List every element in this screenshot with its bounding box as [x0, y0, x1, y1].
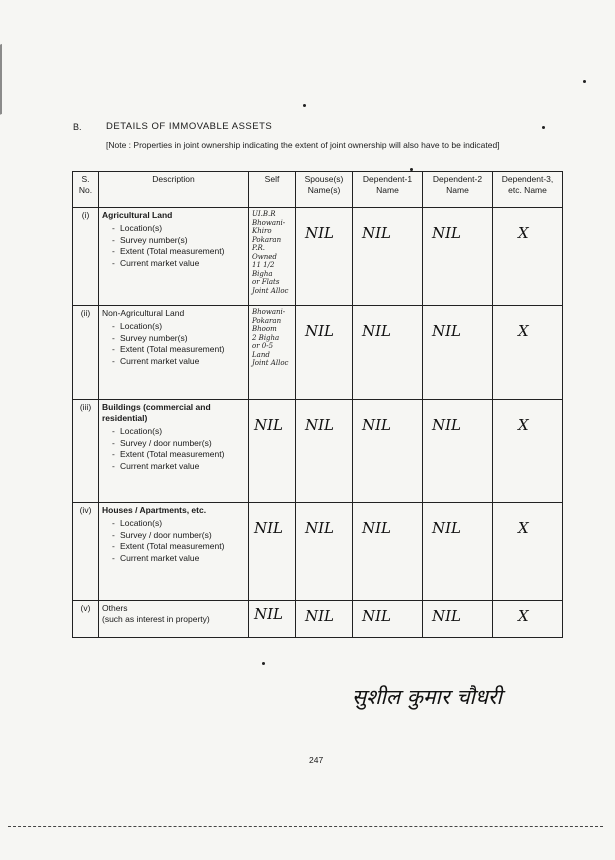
- dependent-1-cell: [353, 503, 423, 601]
- row-number: (ii): [73, 306, 99, 400]
- handwritten-note: Joint Alloc: [252, 286, 289, 295]
- handwritten-value: NIL: [432, 416, 462, 434]
- table-row: [73, 208, 563, 306]
- list-item: - Location(s): [112, 321, 245, 333]
- handwritten-note: or Flats: [252, 278, 280, 286]
- handwritten-note: or 0-5 Land: [252, 342, 274, 359]
- header-dependent-3: Dependent-3, etc. Name: [493, 172, 563, 208]
- dependent-1-cell: [353, 400, 423, 503]
- list-item: - Current market value: [112, 356, 245, 368]
- row-subtitle: (such as interest in property): [102, 614, 210, 624]
- section-note: [Note : Properties in joint ownership indicating the extent of joint ownership will also have to be indicated]: [106, 140, 500, 150]
- handwritten-value: NIL: [305, 519, 335, 537]
- table-row: [73, 503, 563, 601]
- self-cell: [249, 400, 296, 503]
- scan-speck: [542, 126, 545, 129]
- handwritten-value: NIL: [362, 519, 392, 537]
- handwritten-value: NIL: [362, 224, 392, 242]
- row-description: [99, 306, 249, 400]
- handwritten-note: Joint Alloc: [252, 359, 289, 367]
- list-item: - Survey / door number(s): [112, 530, 245, 542]
- handwritten-value: X: [518, 519, 529, 537]
- list-item: - Location(s): [112, 223, 245, 235]
- scan-speck: [583, 80, 586, 83]
- handwritten-value: NIL: [432, 607, 462, 625]
- list-item: - Extent (Total measurement): [112, 344, 245, 356]
- header-sno: S. No.: [73, 172, 99, 208]
- handwritten-value: NIL: [362, 416, 392, 434]
- list-item: - Location(s): [112, 518, 245, 530]
- scan-edge-artifact: [0, 25, 42, 115]
- self-handwritten-notes: [249, 306, 296, 400]
- handwritten-value: X: [518, 416, 529, 434]
- self-cell: [249, 503, 296, 601]
- dependent-2-cell: [423, 503, 493, 601]
- spouse-cell: [296, 208, 353, 306]
- row-title: Non-Agricultural Land: [102, 308, 185, 318]
- handwritten-value: X: [518, 224, 529, 242]
- row-title: Others: [102, 603, 128, 613]
- header-dependent-1: Dependent-1 Name: [353, 172, 423, 208]
- list-item: - Location(s): [112, 426, 245, 438]
- row-description: [99, 208, 249, 306]
- dependent-3-cell: [493, 601, 563, 638]
- handwritten-note: 11 1/2 Bigha: [252, 261, 275, 278]
- handwritten-value: NIL: [254, 416, 284, 434]
- row-title: Buildings (commercial and residential): [102, 402, 211, 423]
- header-description: Description: [99, 172, 249, 208]
- handwritten-note: Pokaran: [252, 235, 282, 244]
- handwritten-value: X: [518, 322, 529, 340]
- row-number: (i): [73, 208, 99, 306]
- handwritten-note: Bhowani-: [252, 308, 286, 316]
- spouse-cell: [296, 400, 353, 503]
- self-cell: [249, 601, 296, 638]
- table-row: [73, 400, 563, 503]
- handwritten-value: NIL: [432, 519, 462, 537]
- dependent-2-cell: [423, 208, 493, 306]
- spouse-cell: [296, 601, 353, 638]
- list-item: - Survey / door number(s): [112, 438, 245, 450]
- handwritten-value: NIL: [305, 224, 335, 242]
- row-title: Agricultural Land: [102, 210, 173, 220]
- spouse-cell: [296, 503, 353, 601]
- row-title: Houses / Apartments, etc.: [102, 505, 207, 515]
- self-handwritten-notes: [249, 208, 296, 306]
- handwritten-value: NIL: [254, 605, 284, 623]
- section-number: B.: [73, 122, 82, 132]
- row-number: (iii): [73, 400, 99, 503]
- dependent-2-cell: [423, 400, 493, 503]
- handwritten-note: 2 Bigha: [252, 333, 280, 342]
- header-self: Self: [249, 172, 296, 208]
- row-number: (v): [73, 601, 99, 638]
- list-item: - Extent (Total measurement): [112, 449, 245, 461]
- immovable-assets-table: [72, 171, 563, 638]
- handwritten-note: Bhowani-: [252, 218, 286, 227]
- row-number: (iv): [73, 503, 99, 601]
- dependent-2-cell: [423, 306, 493, 400]
- dependent-1-cell: [353, 208, 423, 306]
- list-item: - Extent (Total measurement): [112, 541, 245, 553]
- list-item: - Current market value: [112, 258, 245, 270]
- handwritten-signature: सुशील कुमार चौधरी: [352, 685, 502, 709]
- handwritten-value: X: [518, 607, 529, 625]
- dependent-3-cell: [493, 208, 563, 306]
- dependent-3-cell: [493, 306, 563, 400]
- handwritten-value: NIL: [432, 224, 462, 242]
- footer-divider: [8, 826, 603, 827]
- row-description: [99, 400, 249, 503]
- handwritten-value: NIL: [362, 607, 392, 625]
- dependent-3-cell: [493, 503, 563, 601]
- spouse-cell: [296, 306, 353, 400]
- scan-speck: [303, 104, 306, 107]
- page-number: 247: [309, 755, 324, 765]
- table-row: [73, 601, 563, 638]
- handwritten-value: NIL: [305, 607, 335, 625]
- header-dependent-2: Dependent-2 Name: [423, 172, 493, 208]
- scan-speck: [262, 662, 265, 665]
- table-header-row: [73, 172, 563, 208]
- table-row: [73, 306, 563, 400]
- dependent-3-cell: [493, 400, 563, 503]
- header-spouse: Spouse(s) Name(s): [296, 172, 353, 208]
- handwritten-value: NIL: [254, 519, 284, 537]
- dependent-1-cell: [353, 601, 423, 638]
- handwritten-value: NIL: [305, 322, 335, 340]
- list-item: - Current market value: [112, 553, 245, 565]
- handwritten-note: Khiro: [252, 227, 272, 235]
- handwritten-value: NIL: [432, 322, 462, 340]
- handwritten-note: Bhoom: [252, 325, 277, 333]
- handwritten-value: NIL: [305, 416, 335, 434]
- row-description: [99, 601, 249, 638]
- row-description: [99, 503, 249, 601]
- section-title: DETAILS OF IMMOVABLE ASSETS: [106, 121, 273, 132]
- dependent-1-cell: [353, 306, 423, 400]
- list-item: - Current market value: [112, 461, 245, 473]
- list-item: - Survey number(s): [112, 235, 245, 247]
- handwritten-note: P.R. Owned: [252, 244, 277, 261]
- handwritten-note: Pokaran: [252, 316, 282, 325]
- dependent-2-cell: [423, 601, 493, 638]
- list-item: - Extent (Total measurement): [112, 246, 245, 258]
- list-item: - Survey number(s): [112, 333, 245, 345]
- handwritten-note: UI.B.R: [252, 210, 276, 218]
- handwritten-value: NIL: [362, 322, 392, 340]
